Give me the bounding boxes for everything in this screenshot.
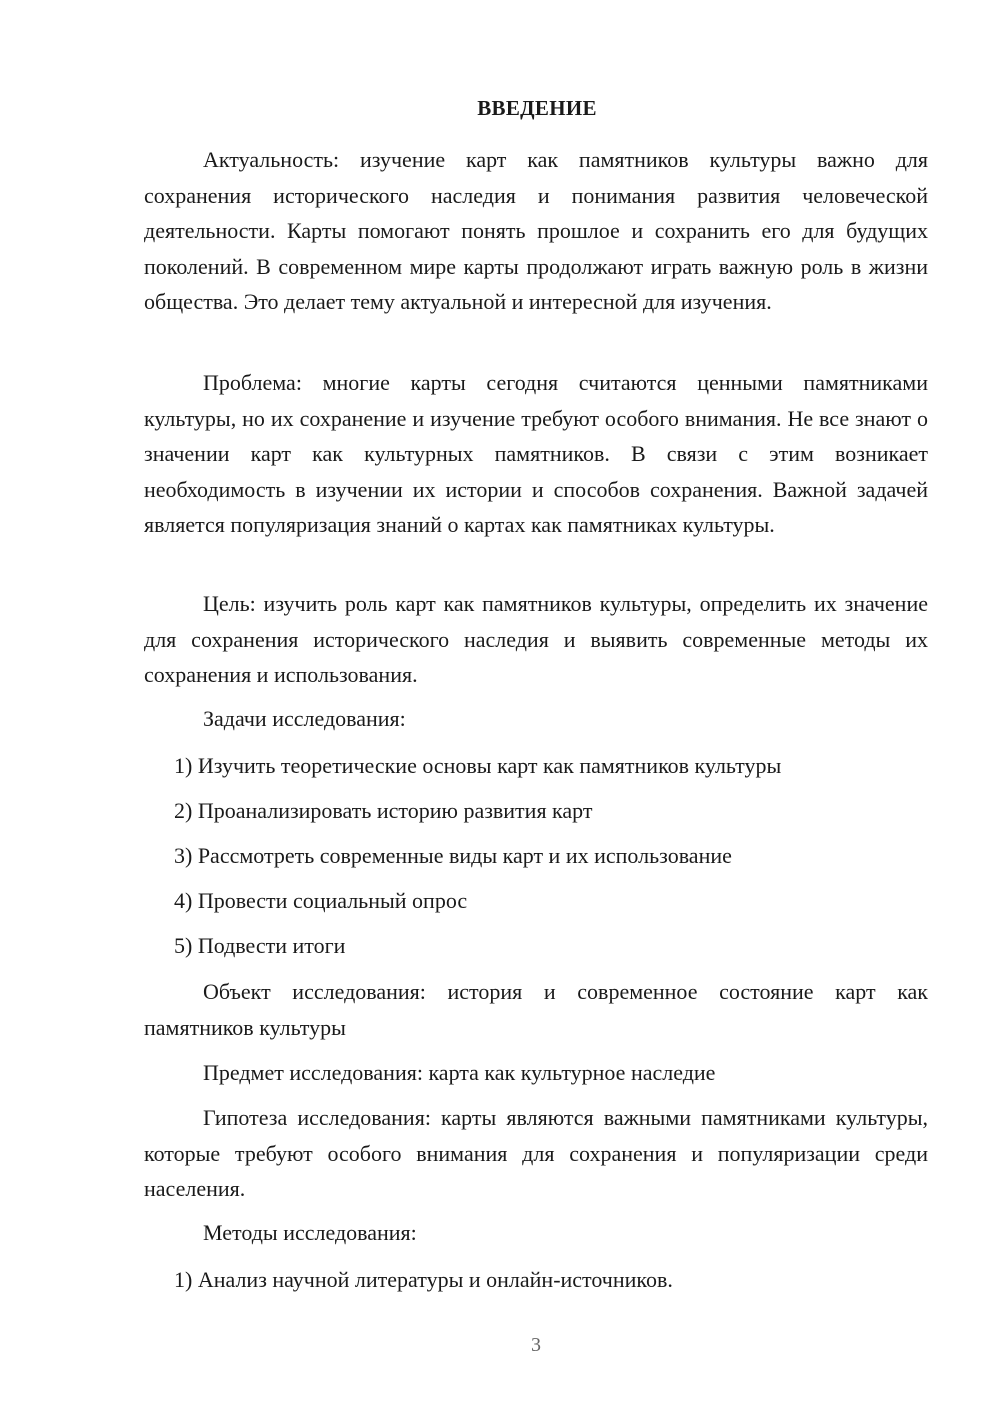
- list-item: 1) Анализ научной литературы и онлайн-источников.: [174, 1267, 673, 1292]
- paragraph-goal: Цель: изучить роль карт как памятников культуры, определить их значение для сохранения исторического наследия и выявить современные методы их сохранения и использования.: [144, 591, 928, 687]
- list-item: 2) Проанализировать историю развития карт: [174, 798, 593, 823]
- list-item: 4) Провести социальный опрос: [174, 888, 468, 913]
- paragraph-problem: Проблема: многие карты сегодня считаются ценными памятниками культуры, но их сохранение и изучение требуют особого внимания. Не все знают о значении карт как культурных памятников. В связи с этим возникает необходимость в изучении их истории и способов сохранения. Важной задачей является популяризация знаний о картах как памятниках культуры.: [144, 370, 928, 537]
- tasks-heading: Задачи исследования:: [203, 706, 406, 731]
- paragraph-hypothesis: Гипотеза исследования: карты являются важными памятниками культуры, которые требуют особого внимания для сохранения и популяризации среди населения.: [144, 1105, 928, 1201]
- list-item: 1) Изучить теоретические основы карт как памятников культуры: [174, 753, 782, 778]
- page-title: ВВЕДЕНИЕ: [477, 96, 597, 120]
- paragraph-relevance: Актуальность: изучение карт как памятников культуры важно для сохранения исторического наследия и понимания развития человеческой деятельности. Карты помогают понять прошлое и сохранить его для будущих поколений. В современном мире карты продолжают играть важную роль в жизни общества. Это делает тему актуальной и интересной для изучения.: [144, 147, 928, 314]
- paragraph-object: Объект исследования: история и современное состояние карт как памятников культуры: [144, 979, 928, 1040]
- list-item: 3) Рассмотреть современные виды карт и их использование: [174, 843, 732, 868]
- paragraph-subject: Предмет исследования: карта как культурное наследие: [203, 1060, 716, 1085]
- methods-heading: Методы исследования:: [203, 1220, 417, 1245]
- page-number: 3: [531, 1334, 541, 1356]
- list-item: 5) Подвести итоги: [174, 933, 346, 958]
